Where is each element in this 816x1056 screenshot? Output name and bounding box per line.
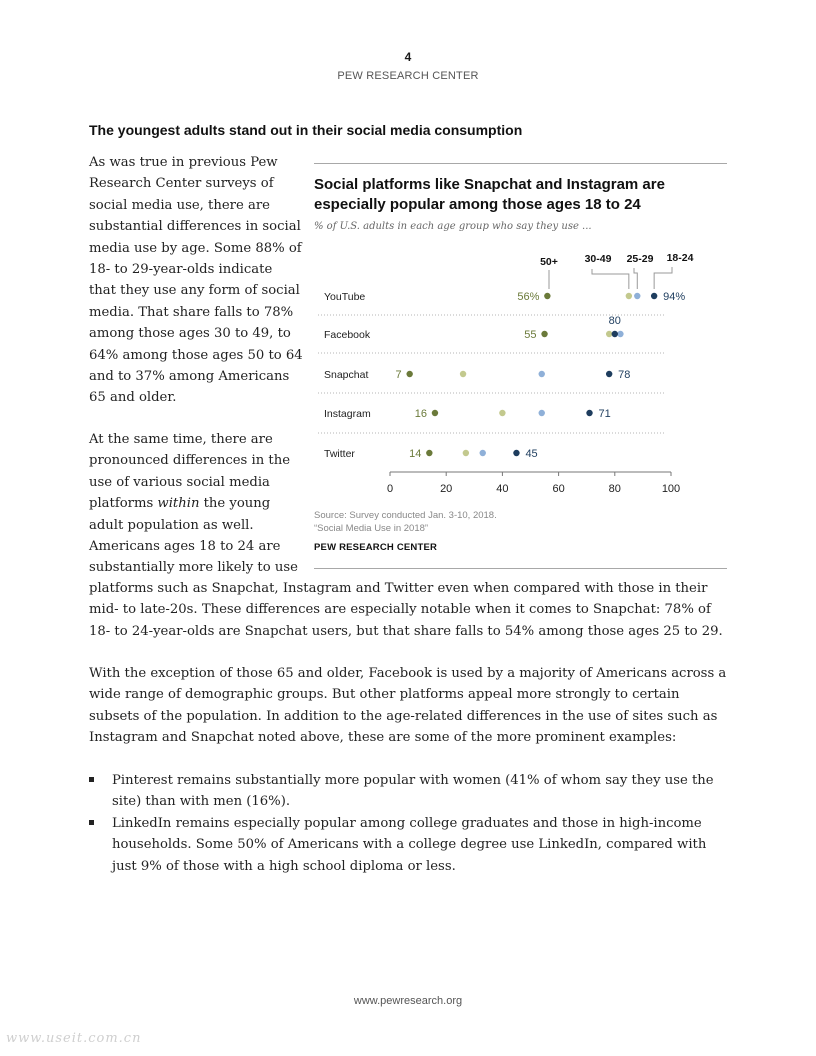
paragraph-young-adults-start: At the same time, there are pronounced differences in the use of various social media platforms	[89, 432, 291, 512]
data-label: 94%	[663, 291, 686, 303]
paragraph-facebook-majority: With the exception of those 65 and older, Facebook is used by a majority of Americans across a wide range of demographic groups. But other platforms appeal more strongly to certain subsets of the population. In addition to the age-related differences in the use of sites such as Instagram and Snapchat noted above, these are some of the more prominent examples:	[89, 666, 727, 746]
chart-source	[314, 509, 497, 535]
data-label: 55	[524, 329, 537, 341]
chart-top-rule	[314, 163, 727, 164]
chart-brand: PEW RESEARCH CENTER	[314, 542, 438, 553]
legend-label: 18-24	[666, 252, 694, 264]
data-point	[539, 410, 545, 416]
data-label: 78	[618, 369, 631, 381]
x-tick-label: 100	[661, 483, 681, 495]
page-header-org: PEW RESEARCH CENTER	[337, 70, 479, 82]
examples-list	[89, 770, 729, 877]
emphasis-within: within	[157, 496, 200, 512]
data-point	[463, 450, 469, 456]
chart-bottom-rule	[314, 568, 727, 569]
category-label: Twitter	[324, 448, 355, 460]
data-point	[606, 331, 612, 337]
x-tick-label: 80	[608, 483, 621, 495]
category-label: Facebook	[324, 329, 371, 341]
legend-leader	[654, 267, 672, 289]
data-point	[634, 293, 640, 299]
data-point	[499, 410, 505, 416]
data-label: 7	[395, 369, 402, 381]
x-tick-label: 0	[386, 483, 394, 495]
x-tick-label: 20	[440, 483, 453, 495]
data-point	[617, 331, 623, 337]
paragraph-young-adults	[89, 429, 303, 579]
data-label: 71	[598, 408, 611, 420]
bullet-square-icon	[89, 777, 94, 782]
data-label: 45	[525, 448, 538, 460]
data-label: 14	[409, 448, 422, 460]
data-point	[541, 331, 547, 337]
chart-figure	[314, 163, 727, 570]
chart-subtitle: % of U.S. adults in each age group who say they use ...	[314, 221, 592, 232]
data-point	[651, 293, 657, 299]
data-label: 80	[608, 315, 621, 327]
chart-source-line: Source: Survey conducted Jan. 3-10, 2018.	[314, 510, 497, 521]
data-label: 56%	[517, 291, 540, 303]
list-item	[89, 813, 729, 877]
data-point	[426, 450, 432, 456]
data-point	[513, 450, 519, 456]
watermark: www.useit.com.cn	[6, 1031, 142, 1046]
data-point	[606, 371, 612, 377]
dot-plot-chart	[314, 243, 727, 499]
category-label: Instagram	[324, 408, 371, 420]
data-point	[480, 450, 486, 456]
legend-leader	[634, 268, 637, 289]
data-point	[406, 371, 412, 377]
x-tick-label: 40	[496, 483, 509, 495]
paragraph-age-differences: As was true in previous Pew Research Center surveys of social media use, there are substantial differences in social media use by age. Some 88% of 18- to 29-year-olds indicate that they use any form of social media. That share falls to 78% among those ages 30 to 49, to 64% among those ages 50 to 64 and to 37% among Americans 65 and older.	[89, 155, 303, 406]
legend-label: 30-49	[584, 253, 612, 265]
data-point	[432, 410, 438, 416]
chart-source-report: “Social Media Use in 2018”	[314, 523, 429, 534]
footer-url: www.pewresearch.org	[353, 995, 463, 1007]
data-point	[612, 331, 618, 337]
list-item	[89, 770, 729, 813]
page-number: 4	[404, 50, 412, 64]
paragraph-young-adults-continued: platforms such as Snapchat, Instagram and Twitter even when compared with those in their mid- to late-20s. These differences are especially notable when it comes to Snapchat: 78% of 18- to 24-year-olds are Snapchat users, but that share falls to 54% among those ages 25 to 29.	[89, 581, 723, 639]
legend-label: 25-29	[626, 253, 654, 265]
data-point	[586, 410, 592, 416]
legend-leader	[592, 269, 629, 289]
data-label: 16	[414, 408, 427, 420]
category-label: Snapchat	[324, 369, 369, 381]
category-label: YouTube	[324, 291, 366, 303]
paragraph-young-adults-end: the young adult population as well. Americans ages 18 to 24 are substantially more likely to use	[89, 496, 298, 576]
data-point	[626, 293, 632, 299]
legend-label: 50+	[540, 256, 558, 268]
list-item-text: Pinterest remains substantially more popular with women (41% of whom say they use the site) than with men (16%).	[112, 773, 714, 810]
data-point	[539, 371, 545, 377]
list-item-text: LinkedIn remains especially popular among college graduates and those in high-income households. Some 50% of Americans with a college degree use LinkedIn, compared with just 9% of those with a high school diploma or less.	[112, 815, 707, 874]
section-heading: The youngest adults stand out in their social media consumption	[89, 122, 523, 138]
data-point	[460, 371, 466, 377]
bullet-square-icon	[89, 820, 94, 825]
data-point	[544, 293, 550, 299]
chart-title: Social platforms like Snapchat and Instagram are especially popular among those ages 18 to 24	[314, 176, 665, 213]
x-tick-label: 60	[552, 483, 565, 495]
